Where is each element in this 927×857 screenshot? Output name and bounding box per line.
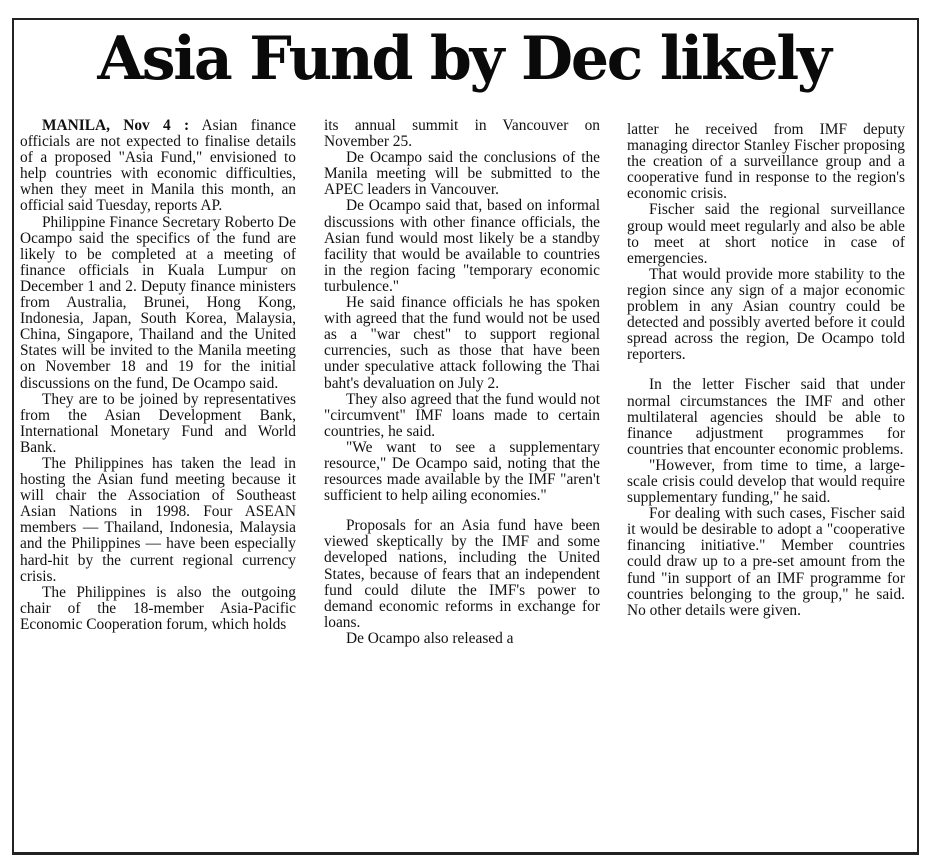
- paragraph: In the letter Fischer said that under normal circumstances the IMF and other multilateral agencies should be able to finance adjustment programmes for countries that encounter economic problems.: [627, 376, 905, 458]
- column-3: [627, 122, 905, 850]
- paragraph: The Philippines is also the outgoing chair of the 18-member Asia-Pacific Economic Cooperation forum, which holds: [20, 583, 296, 633]
- paragraph-text: Asian finance officials are not expected to finalise details of a proposed "Asia Fund," envisioned to help countries with economic difficulties, when they meet in Manila this month, an official said Tuesday, reports AP.: [20, 118, 296, 215]
- paragraph: De Ocampo also released a: [346, 629, 514, 647]
- paragraph: its annual summit in Vancouver on November 25.: [324, 118, 600, 151]
- paragraph: [20, 118, 296, 215]
- paragraph: That would provide more stability to the region since any sign of a major economic problem in any Asian country could be detected and possibly averted before it could spread across the region, De Ocampo told reporters.: [627, 265, 905, 364]
- paragraph: De Ocampo said the conclusions of the Manila meeting will be submitted to the APEC leaders in Vancouver.: [324, 149, 600, 199]
- paragraph: latter he received from IMF deputy managing director Stanley Fischer proposing the creation of a surveillance group and a cooperative fund in response to the region's economic crisis.: [627, 122, 905, 203]
- paragraph: They are to be joined by representatives from the Asian Development Bank, International Monetary Fund and World Bank.: [20, 390, 296, 456]
- paragraph: "We want to see a supplementary resource," De Ocampo said, noting that the resources made available by the IMF "aren't sufficient to help ailing economies.": [324, 438, 600, 505]
- paragraph: They also agreed that the fund would not "circumvent" IMF loans made to certain countries, he said.: [324, 390, 600, 440]
- column-2: [324, 118, 600, 846]
- paragraph: The Philippines has taken the lead in hosting the Asian fund meeting because it will chair the Association of Southeast Asian Nations in 1998. Four ASEAN members — Thailand, Indonesia, Malaysia and the Philippines — have been especially hard-hit by the current regional currency crisis.: [20, 454, 296, 585]
- bottom-rule: [12, 852, 919, 855]
- paragraph: Philippine Finance Secretary Roberto De Ocampo said the specifics of the fund are likely to be completed at a meeting of finance officials in Kuala Lumpur on December 1 and 2. Deputy finance ministers from Australia, Brunei, Hong Kong, Indonesia, Japan, South Korea, Malaysia, China, Singapore, Thailand and the United States will be invited to the Manila meeting on November 18 and 19 for the initial discussions on the fund, De Ocampo said.: [20, 213, 296, 392]
- paragraph: For dealing with such cases, Fischer said it would be desirable to adopt a "cooperative financing initiative." Member countries could draw up to a pre-set amount from the fund "in support of an IMF programme for countries belonging to the group," he said. No other details were given.: [627, 505, 905, 619]
- dateline: MANILA, Nov 4 :: [42, 118, 190, 134]
- column-1: [20, 118, 296, 846]
- paragraph: Fischer said the regional surveillance group would meet regularly and also be able to meet at short notice in case of emergencies.: [627, 201, 905, 267]
- paragraph: Proposals for an Asia fund have been viewed skeptically by the IMF and some developed nations, including the United States, because of fears that an independent fund could dilute the IMF's power to demand economic reforms in exchange for loans.: [324, 517, 600, 631]
- headline: Asia Fund by Dec likely: [97, 24, 830, 94]
- paragraph: "However, from time to time, a large-scale crisis could develop that would require supplementary funding," he said.: [627, 456, 905, 507]
- paragraph: He said finance officials he has spoken with agreed that the fund would not be used as a "war chest" to support regional currencies, such as those that have been under speculative attack following the Thai baht's devaluation on July 2.: [324, 294, 600, 392]
- paragraph: De Ocampo said that, based on informal discussions with other finance officials, the Asian fund would most likely be a standby facility that would be available to countries in the region facing "temporary economic turbulence.": [324, 197, 600, 295]
